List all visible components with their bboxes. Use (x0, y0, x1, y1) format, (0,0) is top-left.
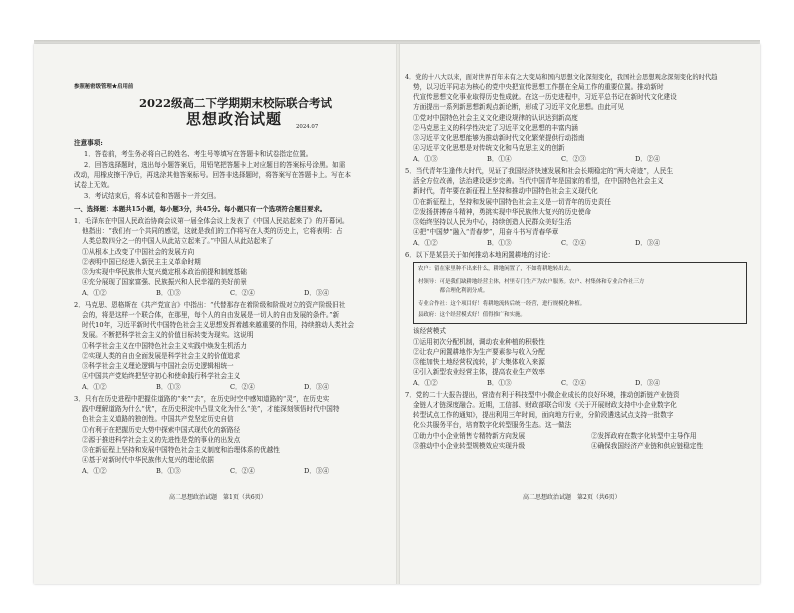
dialog-box (413, 262, 747, 324)
question-2-item: ①科学社会主义在中国特色社会主义实践中焕发生机活力 (82, 342, 247, 350)
question-4-item: ②马克思主义的科学性决定了习近平文化思想的丰富内涵 (413, 124, 578, 132)
question-1-text: 1．毛泽东在中国人民政治协商会议第一届全体会议上发表了《中国人民站起来了》的开幕词。 (74, 217, 349, 225)
question-4-option-a: A．①③ (413, 155, 438, 163)
question-4-text: 4．党的十八大以来，面对世界百年未有之大变局和国内思想文化深刻变化，我国社会思想观念深刻变化的时代趋 (405, 74, 718, 81)
question-2-text: 2．马克思、恩格斯在《共产党宣言》中指出：“代替那存在着阶级和阶级对立的资产阶级旧社 (74, 301, 346, 309)
section-heading: 一、选择题：本题共15小题，每小题3分，共45分。每小题只有一个选项符合题目要求。 (74, 205, 327, 213)
question-1-item: ③为实现中华民族伟大复兴奠定根本政治前提和制度基础 (82, 268, 247, 276)
dialog-line: 都合理化利润分成。 (418, 288, 489, 294)
question-2-item: ③科学社会主义理论逻辑与中国社会历史逻辑相统一 (82, 362, 234, 370)
dialog-line: 村领导：可是我们缺耕地经营主体，村里专门生产为农户服务。农户、村集体和专业合作社三方 (418, 279, 645, 285)
question-5-item: ③始终坚持以人民为中心，持续创造人民群众美好生活 (413, 218, 572, 226)
dialog-line: 专业合作社：这个项目好！将耕地流转后统一经营，进行规模化种植。 (418, 301, 586, 307)
question-3-text: 践中理解道路为什么“优”，在历史积淀中凸显文化为什么“美”，才能深刻领悟时代中国特 (82, 405, 340, 413)
question-3-option-d: D．③④ (304, 467, 330, 475)
question-1-item: ④充分展现了国家富强、民族振兴和人民幸福的美好前景 (82, 278, 247, 286)
question-5-option-c: C．②④ (561, 239, 586, 247)
question-7-item: ④确保我国经济产业链和供应链稳定性 (591, 442, 704, 450)
question-7-item: ③推动中小企业转型规模效应实现升级 (413, 442, 526, 450)
question-3-option-c: C．②④ (230, 467, 255, 475)
question-1-option-d: D．③④ (304, 289, 330, 297)
exam-title: 2022级高二下学期期末校际联合考试 (139, 96, 333, 110)
question-6-option-d: D．③④ (635, 379, 661, 387)
notice-line: 1．答卷前，考生务必将自己的姓名、考生号等填写在答题卡和试卷指定位置。 (84, 150, 313, 158)
dialog-line: 农户：留在家里种不出来什么，耕地闲置了，不如将耕地转出去。 (418, 266, 575, 272)
question-2-text: 时代10年，习近平新时代中国特色社会主义思想发挥着越来越重要的作用，持续推动人类社会 (82, 321, 355, 329)
question-1-option-a: A．①② (82, 289, 107, 297)
question-5-item: ②发扬拼搏奋斗精神，勇挑实现中华民族伟大复兴的历史使命 (413, 208, 592, 216)
exam-sheet (34, 44, 760, 584)
page-footer: 高二思想政治试题 第1页（共6页） (169, 494, 267, 501)
question-7-item: ①助力中小企业销售专精特新方向发展 (413, 432, 526, 440)
question-6-item: ①运用初次分配机制，调动农业种植的积极性 (413, 338, 545, 346)
question-5-option-d: D．③④ (635, 239, 661, 247)
question-2-option-d: D．③④ (304, 383, 330, 391)
question-3-item: ④基于对新时代中华民族伟大复兴的理论依据 (82, 456, 214, 464)
question-6-option-c: C．②④ (561, 379, 586, 387)
notice-line: 试卷上无效。 (74, 181, 114, 189)
question-4-item: ①党对中国特色社会主义文化建设规律的认识达到新高度 (413, 114, 578, 122)
question-4-text: 代宣传思想文化事业取得历史性成就。在这一历史进程中，习近平总书记在新时代文化建设 (413, 93, 677, 101)
question-7-text: 金链人才链深度融合。近期，工信部、财政部联合印发《关于开展财政支持中小企业数字化 (413, 401, 677, 409)
question-1-item: ①从根本上改变了中国社会的发展方向 (82, 248, 195, 256)
question-5-text: 5．当代青年生逢伟大时代，见证了我国经济快速发展和社会长期稳定的“两大奇迹”，人民生 (405, 167, 674, 175)
question-6-item: ②让农户闲置耕地作为生产要素参与收入分配 (413, 348, 545, 356)
question-3-option-b: B．①③ (156, 467, 181, 475)
question-1-item: ②表明中国已经进入新民主主义革命时期 (82, 258, 201, 266)
question-4-text: 方面提出一系列新思想新观点新论断，形成了习近平文化思想。由此可见 (413, 103, 624, 111)
question-6-text: 该经营模式 (413, 327, 446, 335)
page-2 (401, 44, 760, 584)
question-6-option-b: B．①③ (487, 379, 512, 387)
question-3-text: 3．只有在历史进程中把握住道路的“来”“去”，在历史时空中感知道路的“灵”，在历史实 (74, 395, 330, 403)
question-3-item: ①有利于在把握历史大势中探索中国式现代化的新路径 (82, 426, 241, 434)
question-5-item: ①在新征程上，坚持和发展中国特色社会主义是一切青年的历史责任 (413, 198, 611, 206)
dialog-line: 县政府：这个经营模式好！值得推广和实施。 (418, 312, 526, 318)
question-4-text: 势，以习近平同志为核心的党中央把宣传思想工作摆在全局工作的重要位置。推动新时 (413, 83, 664, 91)
question-6-text: 6．以下是某县关于如何推动本地闲置耕地的讨论： (405, 251, 555, 259)
question-3-item: ③在新征程上坚持和发展中国特色社会主义制度和治理体系的优越性 (82, 446, 280, 454)
question-7-text: 化公共服务平台，培育数字化转型服务生态。这一做法 (413, 421, 572, 429)
question-7-item: ②发挥政府在数字化转型中主导作用 (591, 432, 697, 440)
question-5-text: 新时代，青年要在新征程上坚持和推动中国特色社会主义现代化 (413, 187, 598, 195)
question-6-item: ③能加快土地经营权流转，扩大集体收入来源 (413, 358, 545, 366)
page-fold (396, 44, 400, 584)
question-3-item: ②源于推进科学社会主义的先进性是党的事业的出发点 (82, 436, 241, 444)
subject-title: 思想政治试题 (186, 110, 283, 128)
question-2-text: 发展。不断把科学社会主义的价值目标转变为现实。这说明 (82, 331, 254, 339)
question-5-option-a: A．①② (413, 239, 438, 247)
question-4-option-c: C．②③ (561, 155, 586, 163)
notice-line: 3．考试结束后，将本试卷和答题卡一并交回。 (84, 192, 221, 200)
question-3-option-a: A．①② (82, 467, 107, 475)
question-1-option-b: B．①③ (156, 289, 181, 297)
question-4-option-d: D．②④ (635, 155, 661, 163)
notice-line: 改动，用橡皮擦干净后，再选涂其他答案标号。回答非选择题时，将答案写在答题卡上。写在本 (74, 171, 351, 179)
question-2-option-b: B．①③ (156, 383, 181, 391)
page-footer: 高二思想政治试题 第2页（共6页） (523, 494, 621, 501)
question-3-text: 色社会主义道路的独创性。中国共产党坚定历史自信 (82, 415, 234, 423)
question-1-text: 人类总数四分之一的中国人从此站立起来了。”中国人从此站起来了 (82, 237, 274, 245)
question-1-text: 他指出：“我们有一个共同的感觉，这就是我们的工作将写在人类的历史上，它将表明：占 (82, 227, 343, 235)
question-6-option-a: A．①② (413, 379, 438, 387)
notice-heading: 注意事项: (74, 139, 103, 147)
question-7-text: 7．党的二十大报告提出，营造有利于科技型中小微企业成长的良好环境，推动创新链产业链资 (405, 391, 680, 399)
question-4-option-b: B．①④ (487, 155, 512, 163)
notice-line: 2．回答选择题时，选出每小题答案后，用铅笔把答题卡上对应题目的答案标号涂黑。如需 (84, 161, 346, 169)
question-4-item: ③习近平文化思想能够为推动新时代文化繁荣提供行动指南 (413, 134, 585, 142)
question-5-item: ④把“中国梦”融入“青春梦”，用奋斗书写青春华章 (413, 228, 559, 236)
question-1-option-c: C．②④ (230, 289, 255, 297)
question-5-text: 活全方位改善，法治建设逐步完善。当代中国青年是国家的希望，在中国特色社会主义 (413, 177, 664, 185)
question-4-item: ④习近平文化思想是对传统文化和马克思主义的创新 (413, 144, 565, 152)
question-2-text: 会的，将是这样一个联合体，在那里，每个人的自由发展是一切人的自由发展的条件。”新 (82, 311, 340, 319)
question-2-option-a: A．①② (82, 383, 107, 391)
question-7-text: 转型试点工作的通知》，提出利用三年时间，面向地方行业，分阶段遴选试点支持一批数字 (413, 411, 674, 419)
question-5-option-b: B．①③ (487, 239, 512, 247)
exam-date: 2024.07 (296, 124, 319, 130)
confidential-label: 参照秘密级管理★启用前 (74, 84, 134, 90)
page-1 (34, 44, 395, 584)
question-6-item: ④引入新型农业经营主体，提高农业生产效率 (413, 368, 545, 376)
question-2-option-c: C．②④ (230, 383, 255, 391)
question-2-item: ④中国共产党始终把坚守初心和使命践行科学社会主义 (82, 372, 241, 380)
question-2-item: ②实现人类的自由全面发展是科学社会主义的价值追求 (82, 352, 241, 360)
